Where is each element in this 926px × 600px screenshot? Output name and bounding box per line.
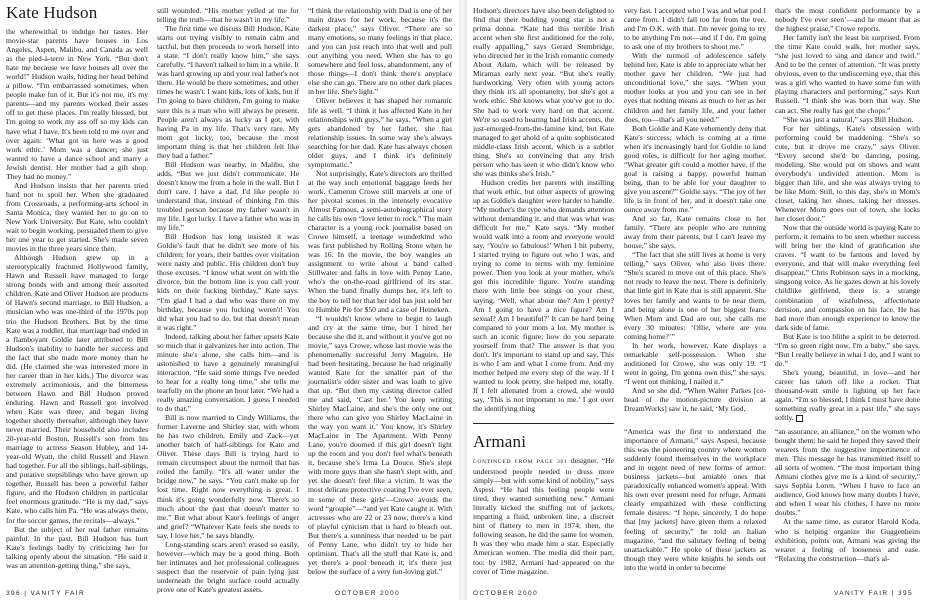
left-footer-folio: 396 | VANITY FAIR	[6, 590, 86, 597]
paragraph: Hudson's directors have also been delighted to find that their budding young star is not a prima donna. “Kate had this terrible Irish accent when she first auditioned for the role, really appalling,” says Gerard Stembridge, who directed her in the Irish romantic comedy About Adam, which will be released by Miramax early next year. “But she's really hardworking. Very often with young actors they think it's all spontaneity, but she's got a work ethic. She knows what you've got to do. She had to work very hard on that accent. We're so used to hearing bad Irish accents, the just-emerged-from-the-famine kind, but Kate managed to get ahold of a quite sophisticated middle-class Irish accent, which is a subtler thing. She's so convincing that any Irish person who has seen it who didn't know who she was thinks she's Irish.”	[473, 6, 614, 178]
paragraph: Her family isn't the least bit surprised. From the time Kate could walk, her mother says, “she just loved to sing and dance and twirl.” And to be the center of attention. “It was pretty obvious, even to the undiscerning eye, that this was a girl who wanted to have some fun with playing characters and performing,” says Kurt Russell. “I think she was born that way. She can act. She really has got the chops.”	[775, 33, 920, 115]
paragraph: At the same time, as curator Harold Koda, who is helping organize the Guggenheim exhibition, points out, Armani was giving the wearer a feeling of looseness and ease. “Relaxing the construction—that's al-	[775, 517, 920, 563]
left-column-3	[308, 6, 452, 580]
armani-column-2	[624, 427, 766, 582]
paragraph: The first time we discuss Bill Hudson, Kate starts out trying visibly to remain calm and tactful, but then proceeds to work herself into a state. “I don't really know him,” she says carefully. “I haven't talked to him in a while. It was hard growing up and your real father's not there. He would be there sometimes, and other times he wasn't. I want kids, lots of kids, but if I'm going to have children, I'm going to make sure this is a man who will always be present. People aren't always as lucky as I got, with having Pa in my life. That's very rare. My mom got lucky, too, because the most important thing is that her children felt like they had a father.”	[157, 24, 299, 160]
paragraph: the wherewithal to indulge her tastes. Her movie-star parents have houses in Los Angeles, Aspen, Malibu, and Canada as well as the pied-à-terre in New York. “But don't hate me because we have houses all over the world!” Hudson wails, hiding her head behind a pillow. “I'm embarrassed sometimes, when people make fun of it. But it's not me, it's my parents—and my parents worked their asses off to get these places. I'm really blessed, but I'm going to work my ass off so my kids can have what I have. It's been told to me over and over again: ‘What got us here was a good work ethic.’ Mom was a dancer; she just wanted to have a dance school and marry a Jewish dentist. Her mother had a gift shop. They had no money.”	[6, 27, 148, 181]
left-footer-date: OCTOBER 2000	[335, 590, 401, 597]
end-of-article-mark	[796, 415, 803, 422]
paragraph: Not surprisingly, Kate's directors are thrilled at the way such emotional baggage feeds her work. Cameron Crowe still marvels at one of her pivotal scenes in the intensely evocative Almost Famous, a semi-autobiographical story he calls his own “love letter to rock.” The main character is a young rock journalist based on Crowe himself, a teenage wunderkind who was first published by Rolling Stone when he was 16. In the movie, the boy wangles an assignment to write about a band called Stillwater and falls in love with Penny Lane, who's the on-the-road girlfriend of its star. When the band finally dumps her, it's left to the boy to tell her that her idol has just sold her to Humble Pie for $50 and a case of Heineken.	[308, 168, 452, 314]
paragraph: “America was the first to understand the importance of Armani,” says Aspesi, because this was the pioneering country where women suddenly found themselves in the workplace and in urgent need of new forms of armor: business jackets—but amiable ones that paradoxically enhanced women's appeal. With his own ever present need for refuge, Armani clearly empathized with these conflicting female desires: “I hope, sincerely, I do hope that [my jackets] have given them a relaxed feeling of security,” he told an Italian magazine, “and the salutary feeling of being unattackable.” He spoke of these jackets as though they were white knights he sends out into the world in order to become	[624, 427, 766, 572]
left-column-1	[6, 27, 148, 580]
paragraph: Bill Hudson was nearby, in Malibu, she adds. “But we just didn't communicate. He doesn't know me from a hole in the wall. But I don't care. I have a dad. I'd like people to understand that, instead of thinking I'm this troubled person because my father wasn't in my life. I got lucky. I have a father who was in my life.”	[157, 159, 299, 233]
paragraph: In her work, however, Kate displays a remarkable self-possession. When she auditioned for Crowe, she was only 19. “I went in going, I'm gonna own this,” she says. “I went out thinking, I nailed it.”	[624, 340, 766, 386]
paragraph: still wounded. “His mother yelled at me for telling the truth—that he wasn't in my life.”	[157, 6, 299, 25]
right-page	[467, 0, 926, 600]
section-title-armani: Armani	[473, 432, 527, 451]
paragraph-text: She's young, beautiful, in love—and her career has taken off like a rocket. That thousand-watt smile is lighting up her face again. “I'm so blessed, I think I must have done something really great in a past life,” she says softly.	[775, 367, 920, 423]
paragraph: And so she did. “When Walter Parkes [co-head of the motion-picture division at DreamWorks] saw it, he said, ‘My God,	[624, 385, 766, 414]
section-divider	[473, 423, 614, 424]
paragraph: that's the most confident performance by a nobody I've ever seen’—and he meant that as the highest praise,” Crowe reports.	[775, 6, 920, 34]
paragraph: Now that the outside world is paying Kate to perform, it remains to be seen whether success will bring her the kind of gratification she craves. “I want to be famous and loved by everyone, and that will make everything feel disappear,” Chris Robinson says in a mocking, singsong voice. As he gazes down at his lovely childlike girlfriend, there is a strange combination of wistfulness, affectionate derision, and compassion on his face. He has had more than enough experience to know the dark side of fame.	[775, 223, 920, 332]
section-title-kate-hudson: Kate Hudson	[6, 3, 98, 22]
paragraph: Long-standing scars aren't erased so easily, however—which may be a good thing. Both her intimates and her professional colleagues suspect that the reservoir of pain lying just underneath the bright surface could actually prove one of Kate's greatest assets.	[157, 539, 299, 594]
paragraph: “I wouldn't know where to begin to laugh and cry at the same time, but I hired her because she did it, and without it you've got no movie,” says Crowe, whose last movie was the phenomenally successful Jerry Maguire. He had been hesitating, because he had originally wanted Kate for the smaller part of the journalist's older sister and was loath to give that up. “But then my casting director called me and said, ‘Cast her.’ You keep writing Shirley MacLaine, and she's the only one out there who can give you Shirley MacLaine in the way you want it.’ You know, it's Shirley MacLaine in The Apartment. With Penny Lane, you're doomed if this girl doesn't light up the room and you don't feel what's beneath it, because she's Irma La Douce. She's slept with more guys than she hasn't slept with, and yet she doesn't feel like a victim. It was the most delicate protective coating I've ever seen, in some of these girls'—Crowe avoids the word “groupie”—“and yet Kate caught it. With actresses who are 22 or 23 now, there's a kind of playful cynicism that is hard to bleach out. But there's a sunniness that needed to be part of Penny Lane, who didn't try to hide her optimism. That's all the stuff that Kate is, and yet there's a pool beneath it; it's there just below the surface of a very fun-loving girl.”	[308, 313, 452, 576]
paragraph: “an assurance, an alliance,” on the women who bought them; he said he hoped they saved their wearers from the suggestive impertinence of men. This message he has transmitted itself to all sorts of women. “The most important thing Armani clothes give me is a kind of security,” says Sophia Loren. “When I have to face an audience, God knows how many doubts I have, and when I wear his clothes, I have no more doubts.”	[775, 427, 920, 518]
paragraph: With the turmoil of adolescence safely behind her, Kate is able to appreciate what her mother gave her children. “We just had unconditional love,” she says. “When your mother looks at you and you can see in her eyes that nothing means as much to her as her children and her family life, and your father does, too—that's all you need.”	[624, 51, 766, 124]
left-page	[0, 0, 459, 600]
right-footer-date: OCTOBER 2000	[473, 590, 539, 597]
paragraph: But Kate is too blithe a spirit to be deterred. “I'm so green right now, I'm a baby,” she says. “But I really believe in what I do, and I want to do.”	[775, 331, 920, 368]
paragraph: Bill is now married to Cindy Williams, the former Laverne and Shirley star, with whom he has two children, Emily and Zack—yet another batch of half-siblings for Kate and Oliver. These days Bill is trying hard to remain circumspect about the turmoil that has roiled the family. “It's all water under the bridge now,” he says. “You can't make up for lost time. Right now everything is great. I think it's going wonderfully now. There's so much about the past that doesn't matter to me.” But what about Kate's feelings of anger and grief? “Whatever Kate feels she needs to say, I love her,” he says blandly.	[157, 413, 299, 540]
paragraph: “I think the relationship with Dad is one of her main draws for her work, because it's the darkest place,” says Oliver. “There are so many emotions, so many feelings in that place, and you can just reach into that well and pull out anything you need. When she has to go somewhere and feel loss, abandonment, any of those things—I don't think there's anyplace else she can go. There are no other dark places in her life. She's light.”	[308, 6, 452, 97]
armani-column-1	[473, 456, 614, 582]
paragraph: And Hudson insists that her parents tried hard not to spoil her. When she graduated from Crossroads, a performing-arts school in Santa Monica, they wanted her to go on to New York University. But Kate, who couldn't wait to begin working, persuaded them to give her one year to get started. She's made seven movies in the three years since then.	[6, 180, 148, 254]
paragraph: Hudson credits her parents with instilling that work ethic, but other aspects of growing up as Goldie's daughter were harder to handle. “My mother's the type who demands attention without demanding it, and that was what was difficult for me,” Kate says. “My mother would walk into a room and everyone would say, ‘You're so fabulous!’ When I hit puberty, I started trying to figure out who I was, and trying to come to terms with my feminine power. Then you look at your mother, who's got this incredible figure. You're standing there with little bee stings on your chest, saying, ‘Well, what about me? Am I pretty? Am I going to have a nice figure? Am I sexual? Am I beautiful?’ It can be hard being compared to your mom a lot. My mother is such an iconic figure; how do you separate yourself from that? The answer is that you don't. It's important to stand up and say, This is who I am and what I come from. And my mother helped me every step of the way. If I wanted to look pretty, she helped me, totally. If I felt alienated from a crowd, she would say, ‘This is not important to me.’ I got over the identifying thing	[473, 177, 614, 414]
paragraph-text: designer. “He understood people needed to dress more simply—but with some kind of nobility,” says Aspesi. “He had this feeling people were tired, they wanted something new.” Armani literally kicked the stuffing out of jackets, imparting a fluid, unbroken line, a discreet hint of flattery to men in 1974; then, the following season, he did the same for women. It was they who made him a star. Especially American women. The media did their part, too: by 1982, Armani had appeared on the cover of Time magazine.	[473, 456, 615, 576]
right-column-1	[473, 6, 614, 412]
paragraph: Oliver believes it has shaped her romantic life as well. “I think it has affected Kate in her relationships with guys,” he says. “When a girl gets abandoned by her father, she has relationship issues. In some way she's always searching for her dad. Kate has always chosen older guys, and I think it's definitely symptomatic.”	[308, 96, 452, 169]
paragraph: Both Goldie and Kate vehemently deny that Kate's success, which is coming at a time when it's increasingly hard for Goldie to land good roles, is difficult for her aging mother. “What greater gift could a mother have, if the goal is raising a happy, powerful human being, than to be able for your daughter to give you ascent?” Goldie says. “The joy of her life is in front of her, and it doesn't take one ounce away from me.”	[624, 123, 766, 215]
paragraph: And so far, Kate remains close to her family. “There are people who are running away from their parents, but I can't leave my house,” she says.	[624, 214, 766, 251]
paragraph: Bill Hudson has long insisted it was Goldie's fault that he didn't see more of his children; for years, their battles over visitation were nasty and public. His children don't buy those excuses. “I know what went on with the divorce, but the bottom line is you call your kids on their fucking birthday,” Kate says. “I'm glad I had a dad who was there on my birthday, because you fucking weren't! You did what you had to do, but that doesn't mean it was right.”	[157, 232, 299, 332]
paragraph	[473, 456, 614, 576]
right-column-3	[775, 6, 920, 423]
continued-from-label: CONTINUED FROM PAGE 361	[473, 459, 568, 465]
right-footer-folio: VANITY FAIR | 395	[834, 590, 914, 597]
paragraph: For her siblings, Kate's obsession with performing could be maddening. “She's so cute, but it drove me crazy,” says Oliver. “Every second she'd be dancing, posing, modeling. She would put on shows and want everybody's undivided attention. Mom is bigger than life, and she was always trying to be like Mom. Still, to this day, she's in Mom's closet, taking her shoes, taking her dresses. Whenever Mom goes out of town, she locks her closet door.”	[775, 123, 920, 224]
right-column-2	[624, 6, 766, 412]
armani-column-3	[775, 427, 920, 582]
paragraph: Indeed, talking about her father upsets Kate so much that it galvanizes her into action. The minute she's alone, she calls him—and is astonished to have a genuinely meaningful interaction. “He said some things I've needed to hear for a really long time,” she tells me tearfully on the phone an hour later. “We had a really amazing conversation. I guess I needed to do that.”	[157, 331, 299, 414]
paragraph: “She was just a natural,” says Bill Hudson.	[783, 114, 914, 124]
paragraph: “The fact that she still lives at home is very telling,” says Oliver, who also lives there. “She's scared to move out of this place. She's not ready to leave the nest. There is definitely that little girl in Kate that is still apparent. She loves her family and wants to be near them, and being alone is one of her biggest fears. When Mom and Dad are out, she calls me every 30 minutes: ‘Ollie, where are you coming home?’”	[624, 250, 766, 341]
paragraph: very fast. I accepted who I was and what pod I came from. I didn't fall too far from the tree, and I'm O.K. with that. I'm never going to try to be anything I'm not—and if I do, I'm going to ask one of my brothers to shoot me.”	[624, 6, 766, 52]
left-column-2	[157, 6, 299, 594]
paragraph	[775, 368, 920, 422]
paragraph: Although Hudson grew up in a stereotypically fractured Hollywood family, Hawn and Russell have managed to forge strong bonds with and among their assorted children. Kate and Oliver Hudson are products of Hawn's second marriage, to Bill Hudson, a musician who was one-third of the 1970s pop trio the Hudson Brothers. But by the time Kate was a toddler, that marriage had ended in a flamboyant Goldie later attributed to Bill Hudson's inability to handle her success and the fact that she made more money than he did. (He claimed she was interested more in her career than in her kids.) The divorce was extremely acrimonious, and the bitterness between Hawn and Bill Hudson proved enduring. Hawn and Russell got involved when Kate was three, and began living together shortly thereafter, although they have never married. Their household also includes 20-year-old Boston, Russell's son from his marriage to actress Season Hubley, and 14-year-old Wyatt, the child Russell and Hawn had together. For all the siblings, half-siblings, and putative stepsiblings who have grown up together, Russell has been a powerful father figure, and the Hudson children in particular feel enormous gratitude. “He is my dad,” says Kate, who calls him Pa. “He was always there, for the soccer games, the recitals—always.”	[6, 253, 148, 525]
page-gutter	[459, 0, 467, 600]
paragraph: But the subject of her real father remains painful. In the past, Bill Hudson has hurt Kate's feelings badly by criticizing her for talking openly about the situation. “He said it was an attention-getting thing,” she says,	[6, 524, 148, 570]
